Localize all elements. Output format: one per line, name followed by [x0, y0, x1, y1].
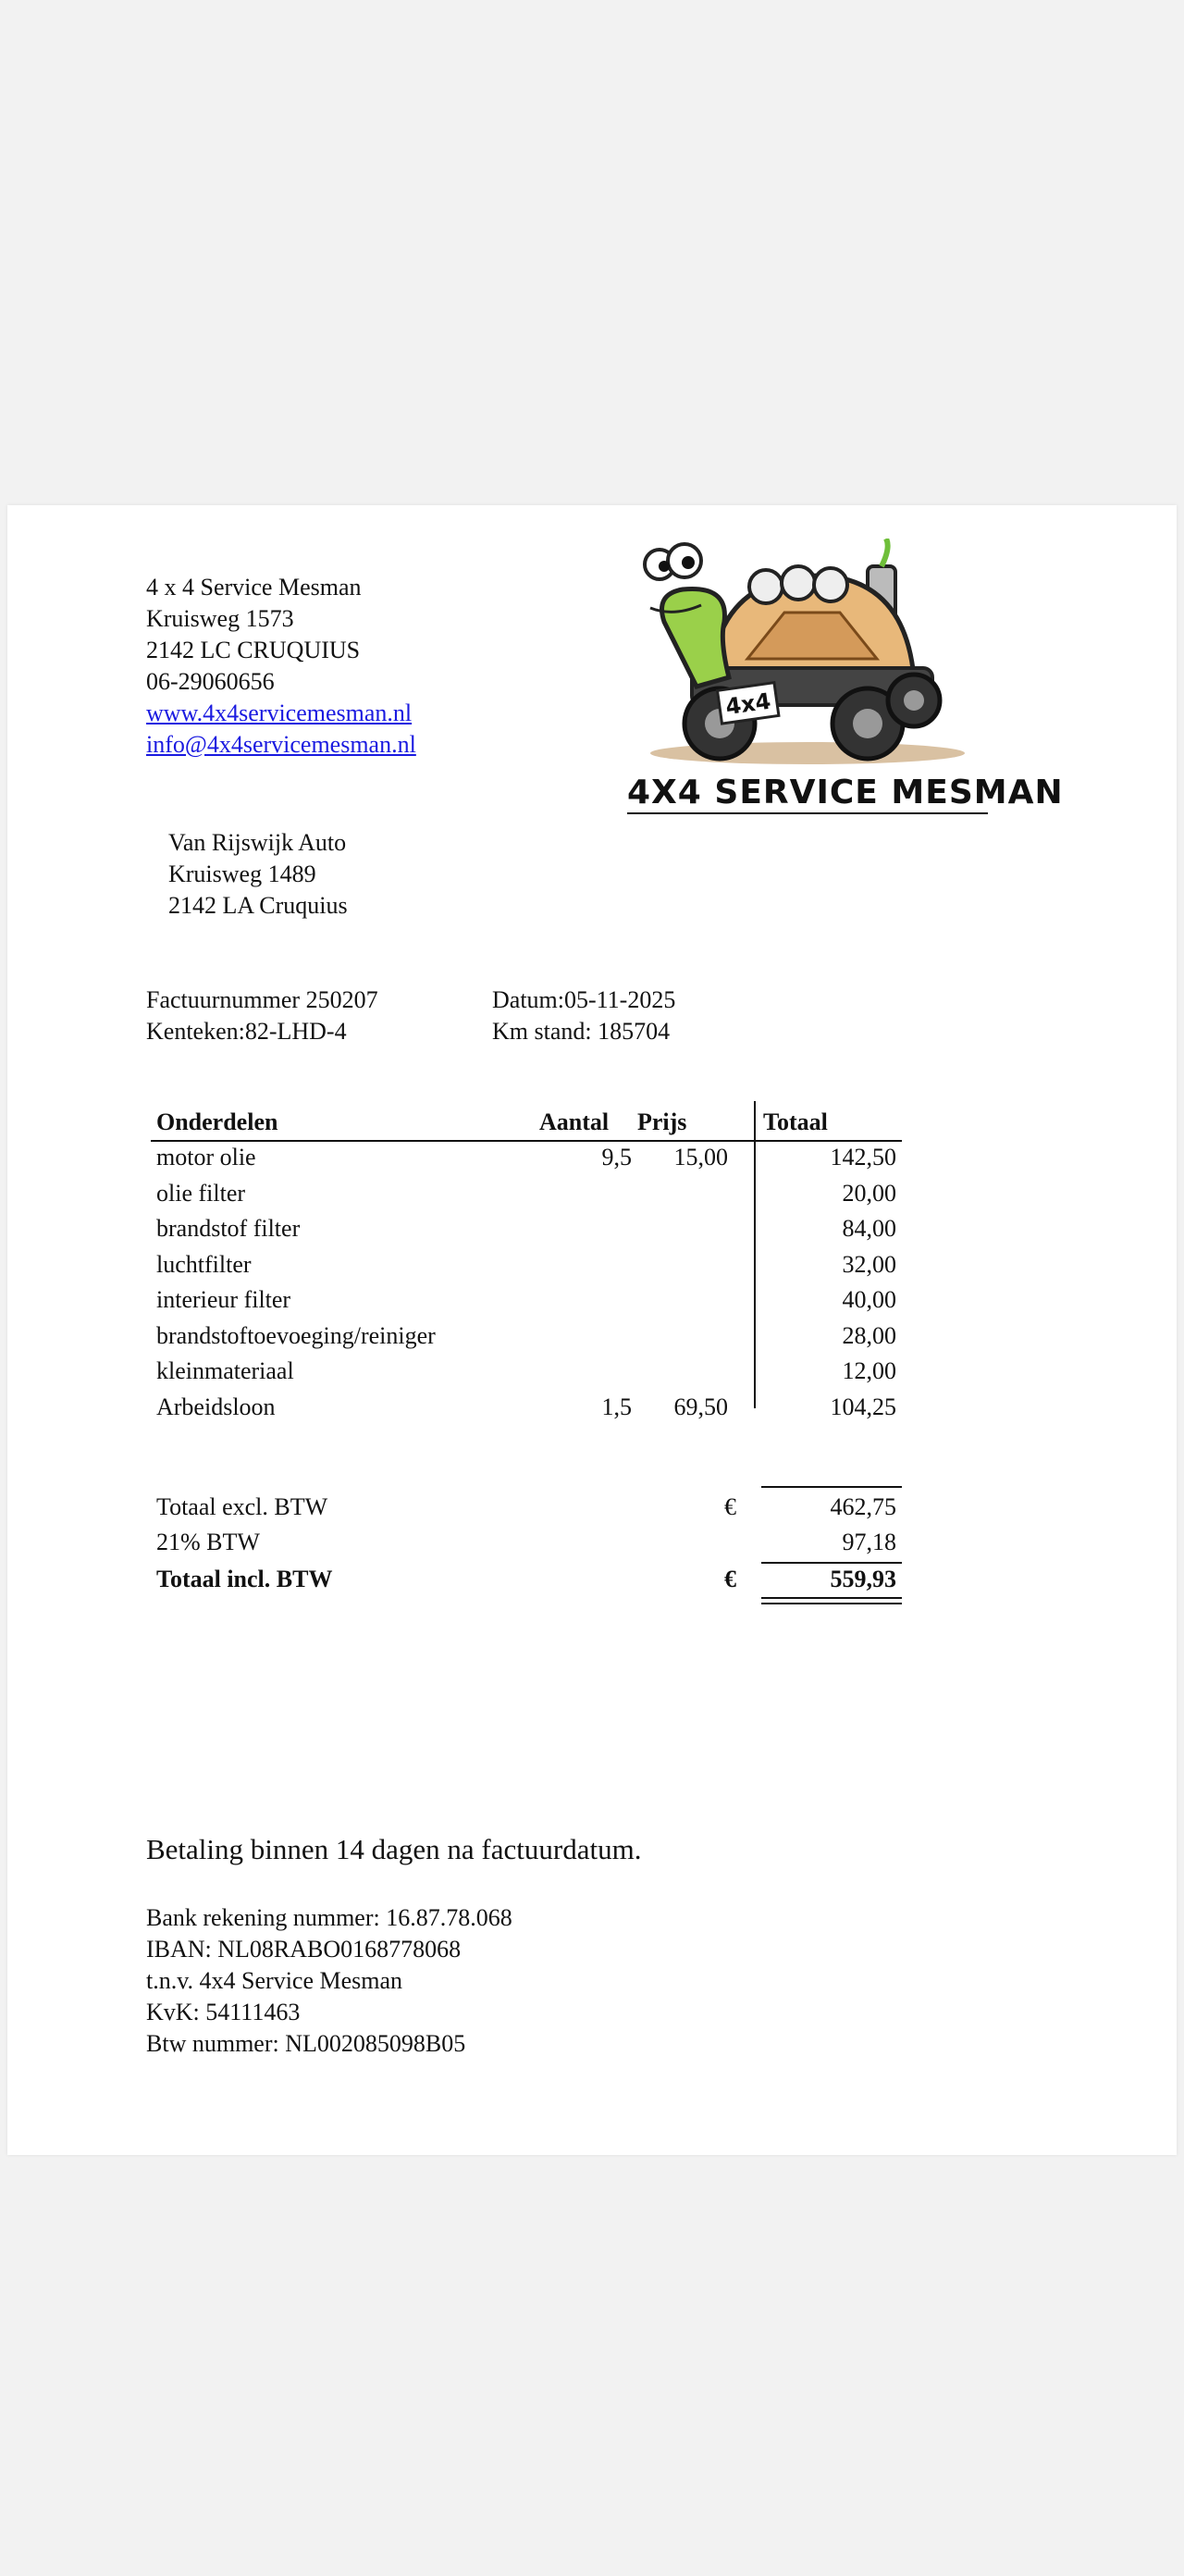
- kvk-number: KvK: 54111463: [146, 1999, 301, 2025]
- total-excl-value: 462,75: [830, 1493, 896, 1520]
- item-total: 104,25: [830, 1393, 896, 1420]
- header-price: Prijs: [637, 1108, 687, 1135]
- company-logo: [609, 539, 1064, 835]
- logo-underline: [627, 812, 988, 814]
- total-double-line-2: [761, 1603, 902, 1604]
- sender-name: 4 x 4 Service Mesman: [146, 574, 362, 601]
- bank-details: [146, 1902, 512, 2060]
- turtle-jeep-logo-icon: [609, 539, 997, 770]
- item-total: 142,50: [830, 1144, 896, 1170]
- table-header: [151, 1107, 902, 1142]
- table-row: [151, 1213, 902, 1248]
- item-qty: 1,5: [601, 1393, 632, 1420]
- item-name: brandstoftoevoeging/reiniger: [156, 1321, 436, 1349]
- item-name: kleinmateriaal: [156, 1357, 294, 1384]
- table-row: [151, 1178, 902, 1213]
- total-incl-row: [151, 1564, 902, 1599]
- item-total: 84,00: [842, 1215, 896, 1242]
- total-incl-currency: €: [724, 1566, 736, 1592]
- item-name: motor olie: [156, 1144, 256, 1170]
- license-plate: Kenteken:82-LHD-4: [146, 1018, 347, 1045]
- logo-plate-text: 4x4: [723, 687, 773, 721]
- item-total: 20,00: [842, 1179, 896, 1207]
- item-price: 69,50: [673, 1393, 728, 1420]
- vat-row: [151, 1527, 902, 1562]
- item-total: 28,00: [842, 1321, 896, 1349]
- sender-phone: 06-29060656: [146, 668, 275, 695]
- totals-block: [151, 1492, 902, 1612]
- invoice-meta-right: [492, 985, 675, 1047]
- invoice-number: Factuurnummer 250207: [146, 986, 378, 1013]
- table-row: [151, 1284, 902, 1319]
- item-qty: 9,5: [601, 1144, 632, 1170]
- item-total: 32,00: [842, 1250, 896, 1278]
- item-name: interieur filter: [156, 1286, 291, 1313]
- sender-website-link[interactable]: www.4x4servicemesman.nl: [146, 700, 413, 726]
- items-table: [151, 1107, 902, 1420]
- sender-block: [146, 572, 416, 761]
- item-name: brandstof filter: [156, 1215, 301, 1242]
- bank-account: Bank rekening nummer: 16.87.78.068: [146, 1904, 512, 1931]
- item-total: 40,00: [842, 1286, 896, 1313]
- table-row: [151, 1320, 902, 1356]
- item-total: 12,00: [842, 1357, 896, 1384]
- total-excl-row: [151, 1492, 902, 1527]
- sender-email-link[interactable]: info@4x4servicemesman.nl: [146, 731, 416, 758]
- table-row: [151, 1249, 902, 1284]
- account-holder: t.n.v. 4x4 Service Mesman: [146, 1967, 403, 1994]
- recipient-street: Kruisweg 1489: [168, 861, 316, 887]
- vat-number: Btw nummer: NL002085098B05: [146, 2030, 466, 2057]
- header-total: Totaal: [763, 1108, 828, 1135]
- totals-top-line: [761, 1486, 902, 1488]
- sender-city: 2142 LC CRUQUIUS: [146, 637, 361, 663]
- payment-terms: Betaling binnen 14 dagen na factuurdatum.: [146, 1833, 642, 1865]
- total-incl-label: Totaal incl. BTW: [156, 1566, 333, 1592]
- sender-street: Kruisweg 1573: [146, 605, 294, 632]
- table-row: [151, 1392, 902, 1427]
- vat-value: 97,18: [842, 1529, 896, 1555]
- iban: IBAN: NL08RABO0168778068: [146, 1936, 462, 1963]
- total-double-line-1: [761, 1597, 902, 1599]
- recipient-city: 2142 LA Cruquius: [168, 892, 348, 919]
- km-reading: Km stand: 185704: [492, 1018, 671, 1045]
- item-name: luchtfilter: [156, 1250, 252, 1278]
- total-excl-label: Totaal excl. BTW: [156, 1493, 328, 1520]
- total-incl-value: 559,93: [830, 1566, 896, 1592]
- recipient-name: Van Rijswijk Auto: [168, 829, 347, 856]
- recipient-block: [168, 827, 348, 922]
- item-name: Arbeidsloon: [156, 1393, 276, 1420]
- header-item: Onderdelen: [156, 1108, 278, 1135]
- logo-title: 4X4 SERVICE MESMAN: [627, 774, 1064, 811]
- total-excl-currency: €: [724, 1493, 736, 1520]
- invoice-date: Datum:05-11-2025: [492, 986, 676, 1013]
- vat-label: 21% BTW: [156, 1529, 260, 1555]
- invoice-meta-left: [146, 985, 378, 1047]
- table-row: [151, 1142, 902, 1177]
- item-name: olie filter: [156, 1179, 246, 1207]
- header-qty: Aantal: [539, 1108, 610, 1135]
- item-price: 15,00: [673, 1144, 728, 1170]
- invoice-page: [7, 505, 1177, 2155]
- table-row: [151, 1356, 902, 1391]
